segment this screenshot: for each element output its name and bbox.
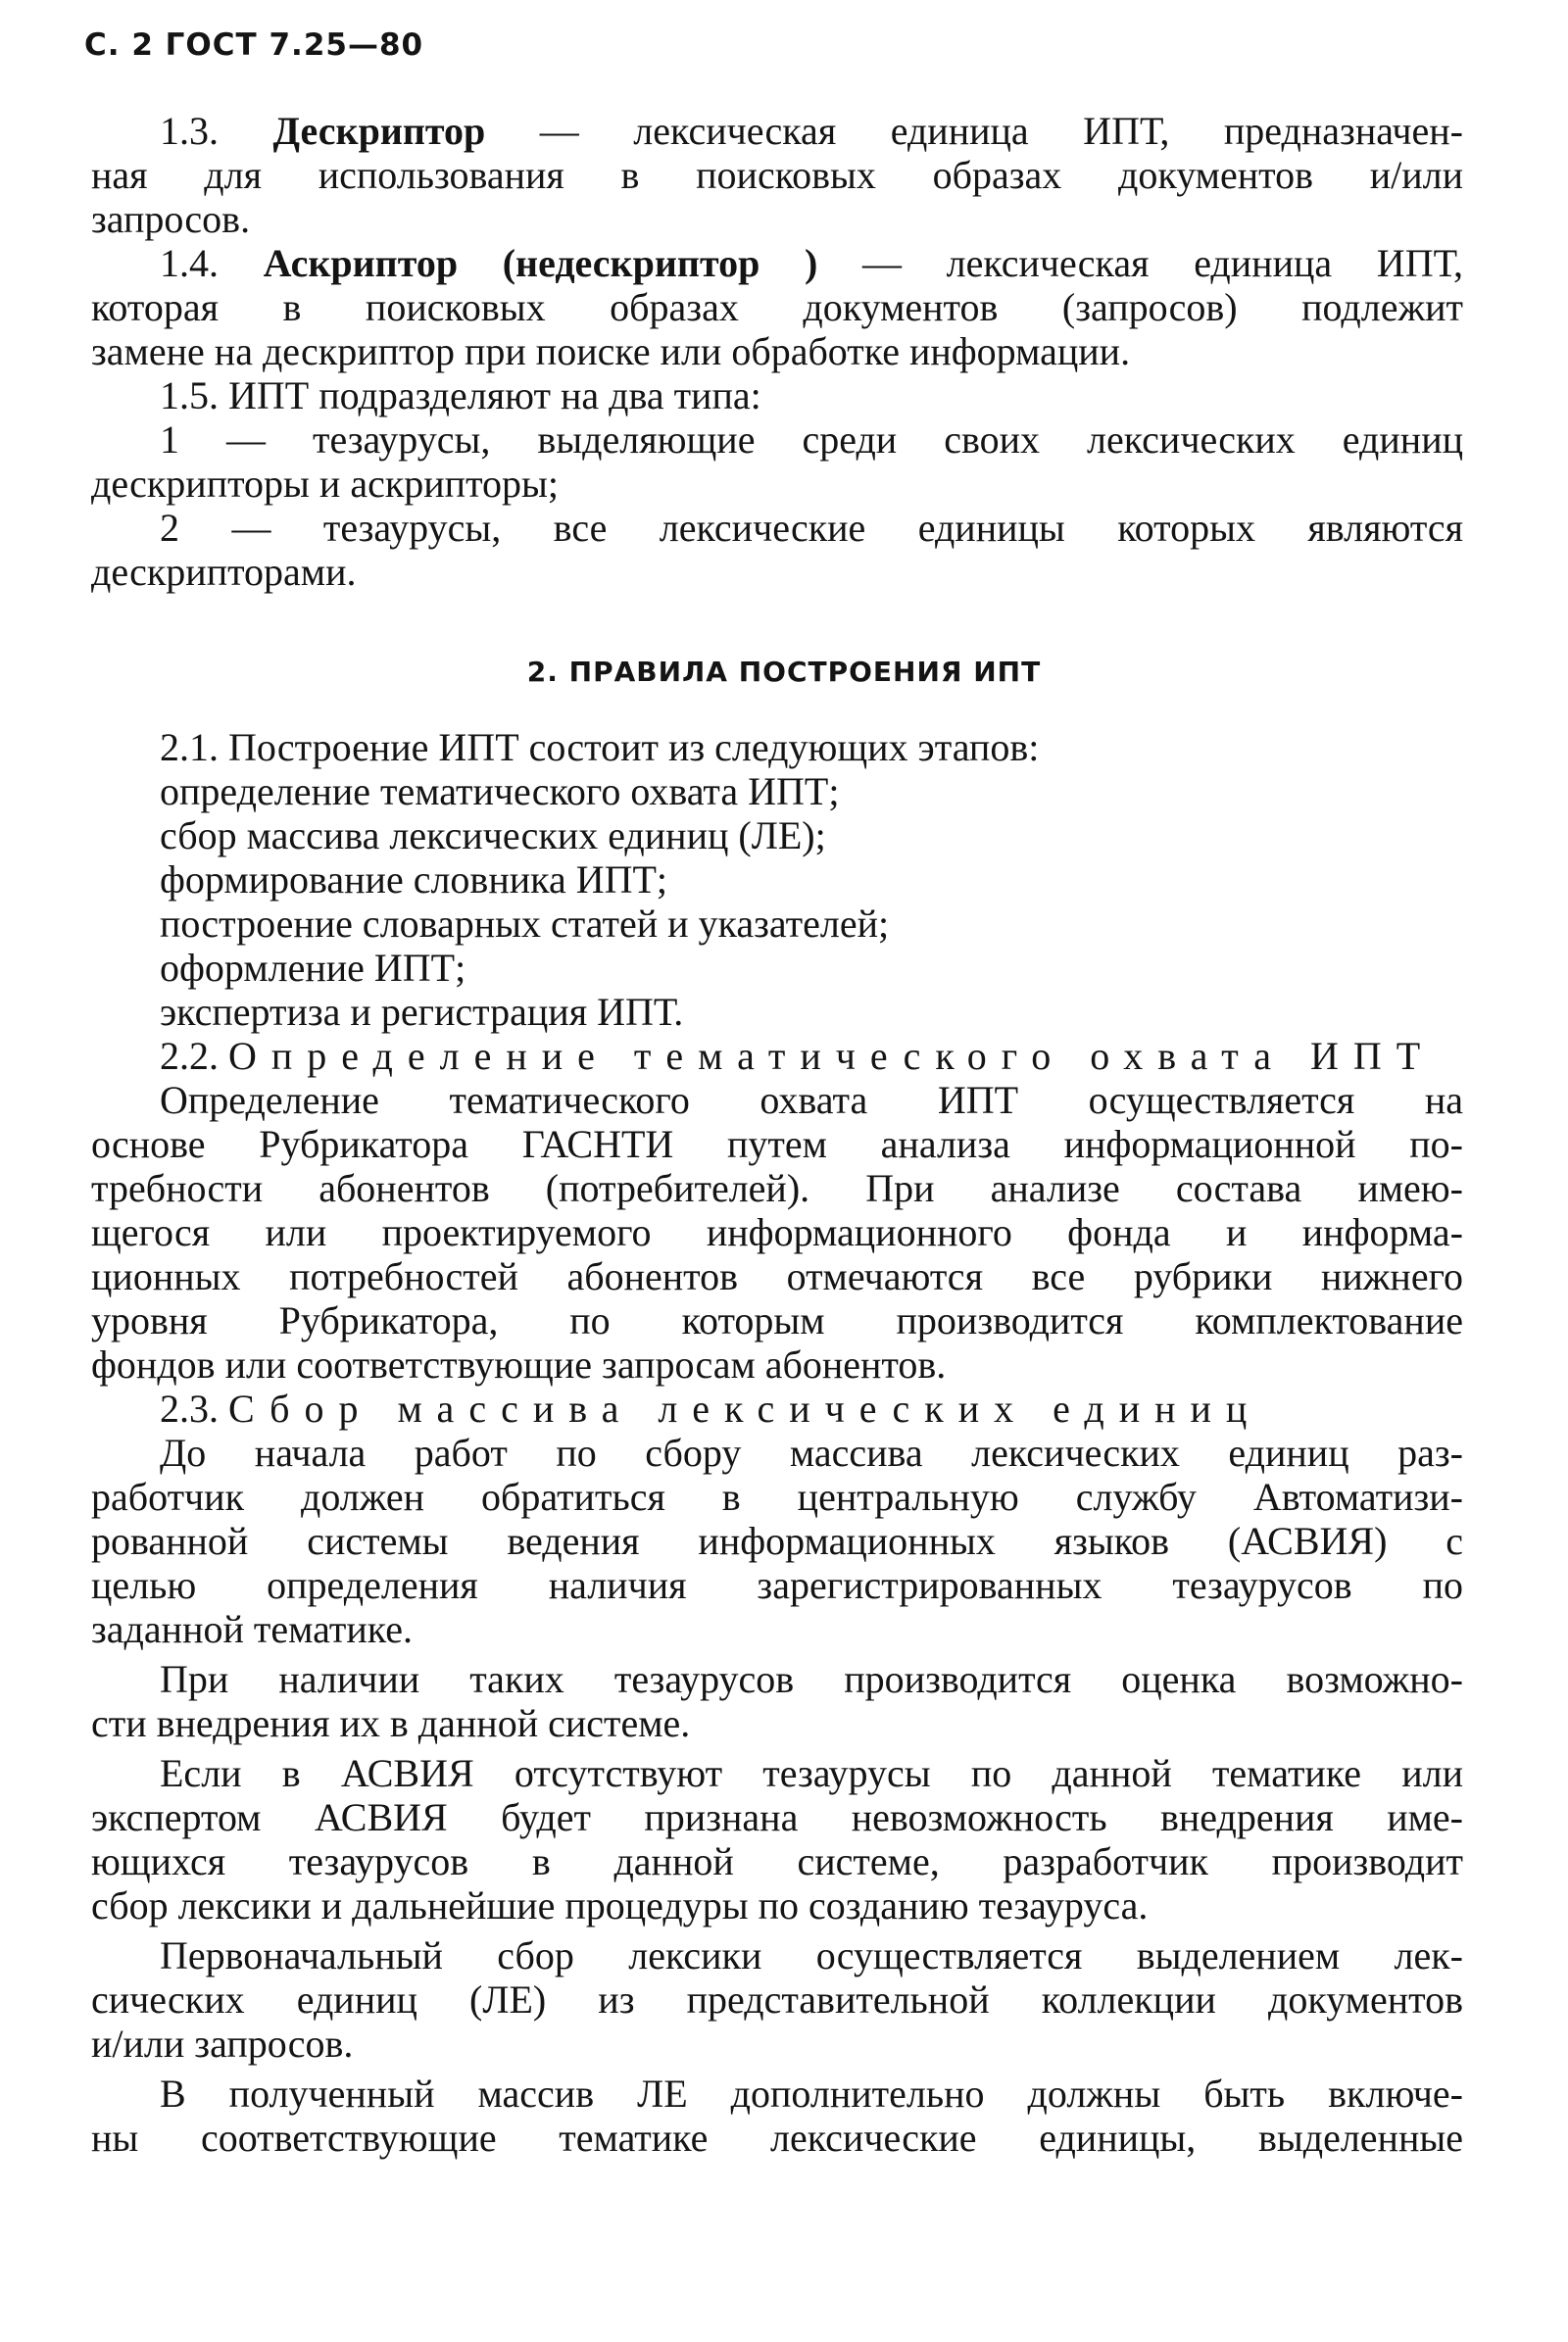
clause-1-3-line-1: 1.3. Дескриптор — лексическая единица ИПТ, предназначен- <box>160 109 1463 153</box>
paragraph-line: уровня Рубрикатора, по которым производится комплектование <box>91 1298 1463 1342</box>
paragraph-line: экспертом АСВИЯ будет признана невозможность внедрения име- <box>91 1795 1463 1839</box>
paragraph-line: Если в АСВИЯ отсутствуют тезаурусы по данной тематике или <box>160 1751 1463 1795</box>
type-2-line-2: дескрипторами. <box>91 550 357 594</box>
clause-1-5: 1.5. ИПТ подразделяют на два типа: <box>160 373 761 417</box>
page-header: С. 2 ГОСТ 7.25—80 <box>84 27 424 63</box>
clause-2-1: 2.1. Построение ИПТ состоит из следующих этапов: <box>160 725 1040 769</box>
stage-item: оформление ИПТ; <box>160 946 466 990</box>
paragraph-line: фондов или соответствующие запросам абонентов. <box>91 1342 947 1387</box>
section-2-text <box>91 725 1463 2160</box>
term-descriptor: Дескриптор <box>272 109 486 153</box>
clause-1-4-line-2: которая в поисковых образах документов (запросов) подлежит <box>91 285 1463 329</box>
type-1-line-1: 1 — тезаурусы, выделяющие среди своих лексических единиц <box>160 417 1463 462</box>
type-1-line-2: дескрипторы и аскрипторы; <box>91 462 560 506</box>
paragraph-line: Первоначальный сбор лексики осуществляется выделением лек- <box>160 1933 1463 1977</box>
section-1-text <box>91 109 1463 594</box>
paragraph-line: До начала работ по сбору массива лексических единиц раз- <box>160 1431 1463 1475</box>
clause-1-4-line-3: замене на дескриптор при поиске или обработке информации. <box>91 329 1131 373</box>
paragraph-line: сбор лексики и дальнейшие процедуры по созданию тезауруса. <box>91 1883 1149 1927</box>
paragraph-line: При наличии таких тезаурусов производится оценка возможно- <box>160 1657 1463 1701</box>
clause-2-3-title: Сбор массива лексических единиц <box>228 1387 1262 1431</box>
term-ascriptor: Аскриптор (недескриптор ) <box>263 241 818 285</box>
clause-1-3-line-3: запросов. <box>91 197 251 241</box>
stage-item: сбор массива лексических единиц (ЛЕ); <box>160 813 826 857</box>
clause-2-3-heading: 2.3. Сбор массива лексических единиц <box>160 1387 1262 1431</box>
clause-1-3-line-2: ная для использования в поисковых образах документов и/или <box>91 153 1463 197</box>
paragraph-line: целью определения наличия зарегистрированных тезаурусов по <box>91 1563 1463 1607</box>
clause-2-2-title: Определение тематического охвата ИПТ <box>228 1034 1436 1078</box>
paragraph-line: щегося или проектируемого информационного фонда и информа- <box>91 1210 1463 1254</box>
paragraph-line: требности абонентов (потребителей). При анализе состава имею- <box>91 1166 1463 1210</box>
paragraph-line: основе Рубрикатора ГАСНТИ путем анализа информационной по- <box>91 1122 1463 1166</box>
paragraph-line: рованной системы ведения информационных языков (АСВИЯ) с <box>91 1519 1463 1563</box>
paragraph-line: Определение тематического охвата ИПТ осуществляется на <box>160 1078 1463 1122</box>
stage-item: построение словарных статей и указателей; <box>160 902 890 946</box>
stage-item: формирование словника ИПТ; <box>160 857 668 902</box>
paragraph-line: и/или запросов. <box>91 2022 354 2066</box>
paragraph-line: заданной тематике. <box>91 1607 413 1651</box>
clause-2-2-heading: 2.2. Определение тематического охвата ИПТ <box>160 1034 1436 1078</box>
paragraph-line: В полученный массив ЛЕ дополнительно должны быть включе- <box>160 2072 1463 2116</box>
paragraph-line: работчик должен обратиться в центральную службу Автоматизи- <box>91 1475 1463 1519</box>
paragraph-line: сических единиц (ЛЕ) из представительной коллекции документов <box>91 1977 1463 2022</box>
type-2-line-1: 2 — тезаурусы, все лексические единицы которых являются <box>160 506 1463 550</box>
paragraph-line: сти внедрения их в данной системе. <box>91 1701 691 1745</box>
stage-item: экспертиза и регистрация ИПТ. <box>160 990 684 1034</box>
paragraph-line: ющихся тезаурусов в данной системе, разработчик производит <box>91 1839 1463 1883</box>
clause-1-4-line-1: 1.4. Аскриптор (недескриптор ) — лексическая единица ИПТ, <box>160 241 1464 285</box>
paragraph-line: ны соответствующие тематике лексические единицы, выделенные <box>91 2116 1463 2160</box>
section-2-title: 2. ПРАВИЛА ПОСТРОЕНИЯ ИПТ <box>526 656 1042 688</box>
stage-item: определение тематического охвата ИПТ; <box>160 769 840 813</box>
paragraph-line: ционных потребностей абонентов отмечаются все рубрики нижнего <box>91 1254 1463 1298</box>
